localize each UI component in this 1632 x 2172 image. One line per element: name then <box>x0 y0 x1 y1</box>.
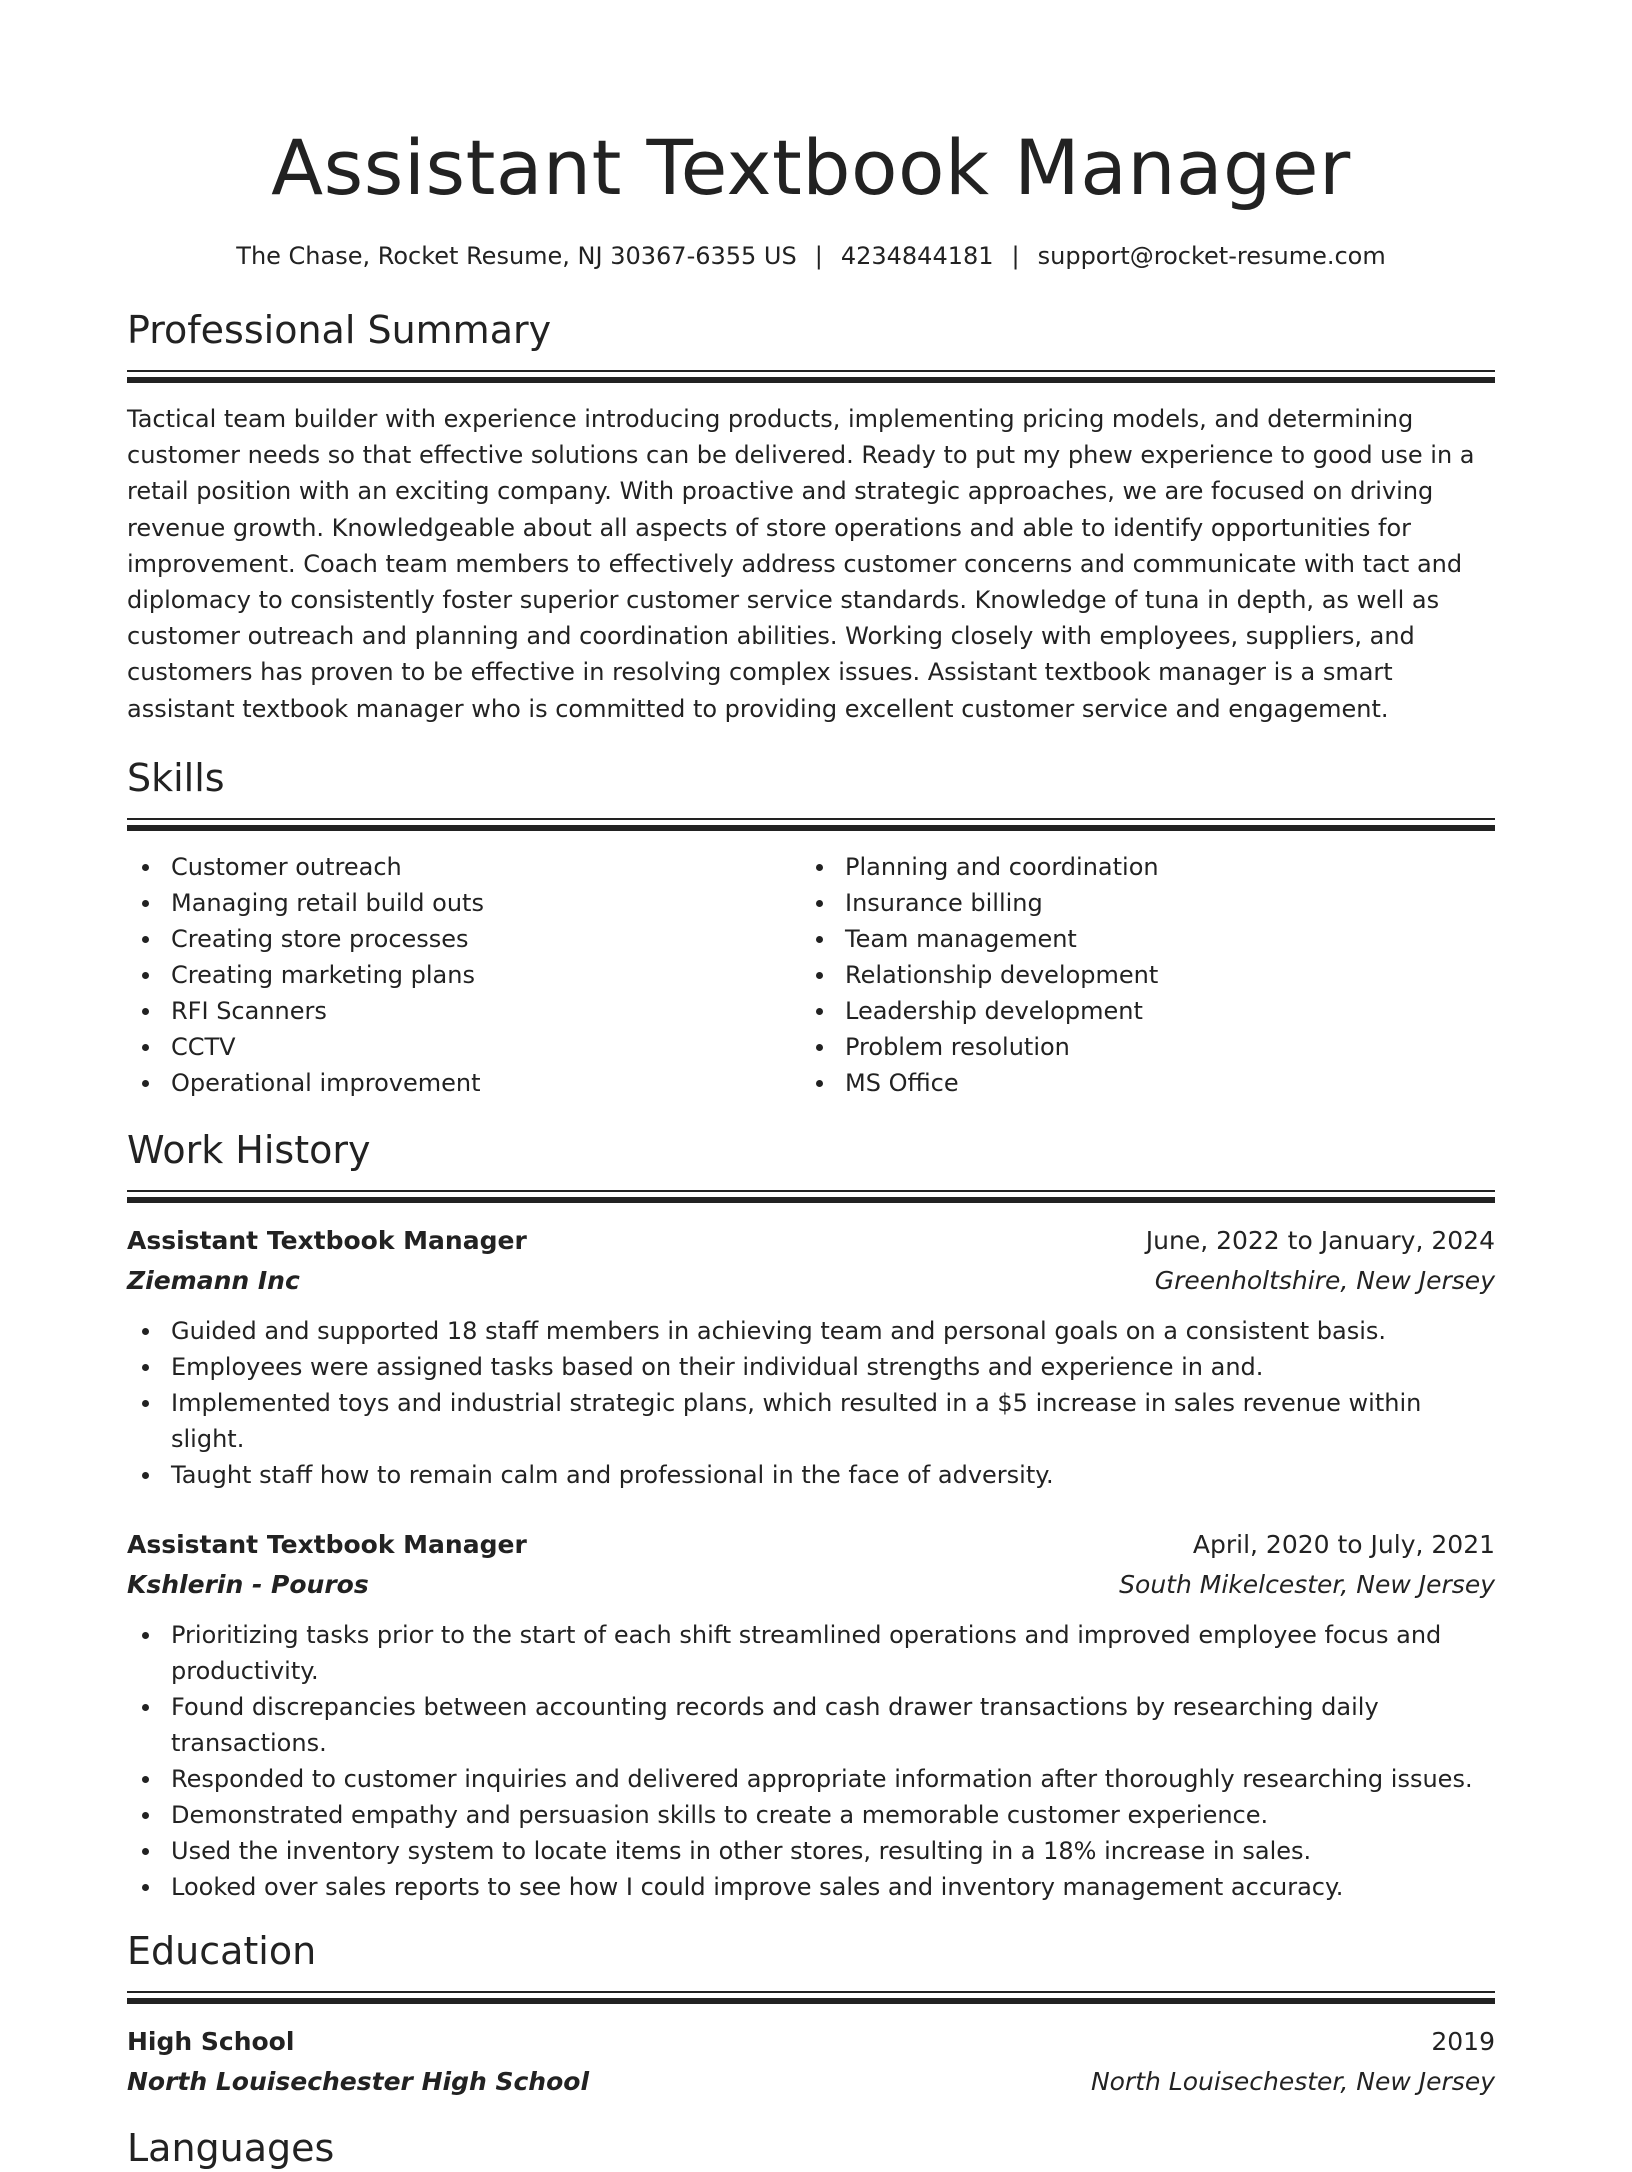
skill-label: Team management <box>845 924 1077 953</box>
bullet-icon <box>816 936 823 943</box>
job-bullet-text: Looked over sales reports to see how I could improve sales and inventory management accuracy. <box>171 1872 1344 1901</box>
section-title-education: Education <box>127 1928 317 1973</box>
job-bullet <box>127 1349 1495 1385</box>
bullet-icon <box>142 1812 149 1819</box>
skill-label: Creating store processes <box>171 924 469 953</box>
skill-label: Creating marketing plans <box>171 960 475 989</box>
bullet-icon <box>142 1776 149 1783</box>
job-bullet <box>127 1869 1495 1905</box>
skill-item <box>801 993 1475 1029</box>
bullet-icon <box>142 1848 149 1855</box>
education-section <box>127 1927 1495 2102</box>
bullet-icon <box>816 1080 823 1087</box>
bullet-icon <box>816 900 823 907</box>
job-entry <box>127 1525 1495 1905</box>
education-header <box>127 2022 1495 2062</box>
contact-line <box>127 240 1495 272</box>
skill-item <box>127 885 801 921</box>
bullet-icon <box>142 1704 149 1711</box>
section-divider <box>127 1991 1495 2004</box>
bullet-icon <box>142 1328 149 1335</box>
skill-label: MS Office <box>845 1068 959 1097</box>
bullet-icon <box>142 936 149 943</box>
bullet-icon <box>142 1632 149 1639</box>
job-bullet-text: Prioritizing tasks prior to the start of each shift streamlined operations and improved employee focus and productivity. <box>171 1620 1442 1685</box>
resume-page <box>127 118 1495 2172</box>
job-header <box>127 1525 1495 1565</box>
bullet-icon <box>816 864 823 871</box>
job-bullet-text: Employees were assigned tasks based on their individual strengths and experience in and. <box>171 1352 1264 1381</box>
skill-item <box>801 1029 1475 1065</box>
skill-item <box>127 993 801 1029</box>
work-section <box>127 1126 1495 1905</box>
section-title-summary: Professional Summary <box>127 308 552 352</box>
contact-phone: 4234844181 <box>840 242 994 270</box>
job-bullet <box>127 1833 1495 1869</box>
job-title: Assistant Textbook Manager <box>127 1225 527 1255</box>
job-bullet <box>127 1689 1495 1761</box>
job-subheader <box>127 1565 1495 1605</box>
skill-label: Operational improvement <box>171 1068 481 1097</box>
education-subheader <box>127 2062 1495 2102</box>
job-bullets <box>127 1313 1495 1493</box>
skill-item <box>801 1065 1475 1101</box>
job-company: Ziemann Inc <box>127 1265 300 1295</box>
job-location: South Mikelcester, New Jersey <box>1119 1569 1495 1599</box>
languages-section <box>127 2124 1495 2172</box>
section-divider <box>127 370 1495 383</box>
skill-label: Leadership development <box>845 996 1143 1025</box>
job-bullet-text: Used the inventory system to locate items in other stores, resulting in a 18% increase in sales. <box>171 1836 1312 1865</box>
skill-item <box>127 1065 801 1101</box>
section-title-languages: Languages <box>127 2125 335 2170</box>
bullet-icon <box>142 972 149 979</box>
bullet-icon <box>142 1044 149 1051</box>
skill-item <box>801 885 1475 921</box>
education-degree: High School <box>127 2026 295 2056</box>
skills-list-right <box>801 849 1475 1101</box>
job-bullet <box>127 1761 1495 1797</box>
job-bullet-text: Guided and supported 18 staff members in achieving team and personal goals on a consistent basis. <box>171 1316 1387 1345</box>
bullet-icon <box>142 1364 149 1371</box>
bullet-icon <box>142 1008 149 1015</box>
skill-item <box>127 957 801 993</box>
skills-section <box>127 754 1495 1101</box>
bullet-icon <box>816 1044 823 1051</box>
job-header <box>127 1221 1495 1261</box>
skill-item <box>127 921 801 957</box>
job-entry <box>127 1221 1495 1493</box>
summary-text: Tactical team builder with experience introducing products, implementing pricing models, and determining customer needs so that effective solutions can be delivered. Ready to put my phew experience to good use in a retail position with an exciting company. With proactive and strategic approaches, we are focused on driving revenue growth. Knowledgeable about all aspects of store operations and able to identify opportunities for improvement. Coach team members to effectively address customer concerns and communicate with tact and diplomacy to consistently foster superior customer service standards. Knowledge of tuna in depth, as well as customer outreach and planning and coordination abilities. Working closely with employees, suppliers, and customers has proven to be effective in resolving complex issues. Assistant textbook manager is a smart assistant textbook manager who is committed to providing excellent customer service and engagement. <box>127 405 1475 723</box>
job-bullet <box>127 1617 1495 1689</box>
contact-email: support@rocket-resume.com <box>1037 242 1386 270</box>
job-bullet <box>127 1313 1495 1349</box>
bullet-icon <box>142 900 149 907</box>
section-title-work: Work History <box>127 1127 371 1172</box>
bullet-icon <box>142 1400 149 1407</box>
skill-item <box>127 1029 801 1065</box>
section-divider <box>127 818 1495 831</box>
bullet-icon <box>142 1080 149 1087</box>
skill-label: Relationship development <box>845 960 1159 989</box>
education-school: North Louisechester High School <box>127 2066 590 2096</box>
contact-separator: | <box>1011 242 1020 270</box>
job-bullet-text: Found discrepancies between accounting records and cash drawer transactions by researching daily transactions. <box>171 1692 1379 1757</box>
skill-item <box>801 849 1475 885</box>
job-dates: April, 2020 to July, 2021 <box>1192 1529 1495 1559</box>
bullet-icon <box>142 1472 149 1479</box>
summary-section <box>127 306 1495 727</box>
skill-label: Managing retail build outs <box>171 888 484 917</box>
job-bullets <box>127 1617 1495 1905</box>
bullet-icon <box>816 1008 823 1015</box>
job-bullet <box>127 1385 1495 1457</box>
skill-item <box>801 957 1475 993</box>
bullet-icon <box>816 972 823 979</box>
job-bullet-text: Taught staff how to remain calm and professional in the face of adversity. <box>171 1460 1054 1489</box>
section-title-skills: Skills <box>127 755 225 800</box>
job-subheader <box>127 1261 1495 1301</box>
skill-label: Planning and coordination <box>845 852 1159 881</box>
job-bullet-text: Responded to customer inquiries and delivered appropriate information after thoroughly researching issues. <box>171 1764 1473 1793</box>
job-bullet-text: Demonstrated empathy and persuasion skills to create a memorable customer experience. <box>171 1800 1269 1829</box>
resume-name: Assistant Textbook Manager <box>271 123 1351 212</box>
job-company: Kshlerin - Pouros <box>127 1569 369 1599</box>
skill-label: Insurance billing <box>845 888 1043 917</box>
education-location: North Louisechester, New Jersey <box>1090 2066 1495 2096</box>
education-year: 2019 <box>1431 2026 1495 2056</box>
bullet-icon <box>142 1884 149 1891</box>
job-bullet-text: Implemented toys and industrial strategic plans, which resulted in a $5 increase in sales revenue within slight. <box>171 1388 1422 1453</box>
section-divider <box>127 1190 1495 1203</box>
contact-address: The Chase, Rocket Resume, NJ 30367-6355 US <box>236 242 797 270</box>
skill-label: RFI Scanners <box>171 996 327 1025</box>
skill-label: Customer outreach <box>171 852 402 881</box>
skills-list-left <box>127 849 801 1101</box>
bullet-icon <box>142 864 149 871</box>
job-title: Assistant Textbook Manager <box>127 1529 527 1559</box>
skill-item <box>801 921 1475 957</box>
skill-item <box>127 849 801 885</box>
contact-separator: | <box>814 242 823 270</box>
job-dates: June, 2022 to January, 2024 <box>1145 1225 1495 1255</box>
job-location: Greenholtshire, New Jersey <box>1154 1265 1495 1295</box>
skill-label: Problem resolution <box>845 1032 1070 1061</box>
job-bullet <box>127 1457 1495 1493</box>
job-bullet <box>127 1797 1495 1833</box>
skills-columns <box>127 849 1495 1101</box>
skill-label: CCTV <box>171 1032 236 1061</box>
